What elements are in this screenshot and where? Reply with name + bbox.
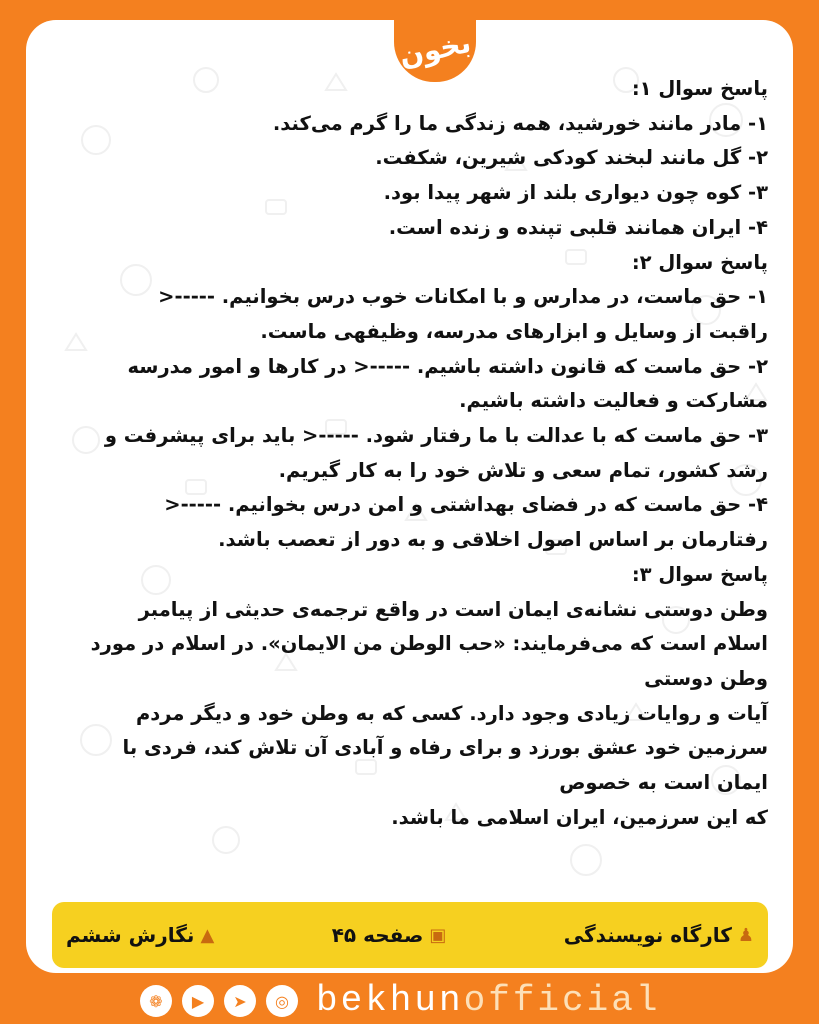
text-line: مشارکت و فعالیت داشته باشیم. [459,389,768,413]
text-line: ۴- ایران همانند قلبی تپنده و زنده است. [388,215,768,239]
text-line: ایمان است به خصوص [559,771,768,795]
brand-handle[interactable] [316,980,660,1022]
heading-q1: پاسخ سوال ۱: [631,77,768,100]
footer-page [332,923,447,947]
content-card [26,20,793,973]
brand-logo-text: بخون [396,25,474,73]
handle-suffix: official [463,980,661,1021]
answer-text [52,72,768,835]
handle-main: bekhun [316,980,464,1021]
text-line: که این سرزمین، ایران اسلامی ما باشد. [391,805,768,829]
social-bar [140,980,660,1022]
text-line: ۳- حق ماست که با عدالت با ما رفتار شود. -----< باید برای پیشرفت و [104,424,768,448]
text-line: سرزمین خود عشق بورزد و برای رفاه و آبادی آن تلاش کند، فردی با [122,736,768,760]
footer-info-bar [52,902,768,968]
book-icon: ▣ [429,924,447,946]
youtube-icon[interactable]: ▶ [182,985,214,1017]
text-line: ۳- کوه چون دیواری بلند از شهر پیدا بود. [383,181,768,205]
text-line: وطن دوستی نشانه‌ی ایمان است در واقع ترجمه‌ی حدیثی از پیامبر [138,597,768,621]
text-line: ۴- حق ماست که در فضای بهداشتی و امن درس بخوانیم. -----< [164,493,768,517]
page-label: صفحه ۴۵ [331,923,424,947]
film-reel-icon[interactable]: ❁ [140,985,172,1017]
text-line: ۱- حق ماست، در مدارس و با امکانات خوب درس بخوانیم. -----< [158,285,768,309]
telegram-icon[interactable]: ➤ [224,985,256,1017]
text-line: وطن دوستی [644,666,768,690]
text-line: ۲- گل مانند لبخند کودکی شیرین، شکفت. [375,146,768,170]
text-line: رشد کشور، تمام سعی و تلاش خود را به کار گیریم. [278,458,768,482]
text-line: ۲- حق ماست که قانون داشته باشیم. -----< در کارها و امور مدرسه [127,354,768,378]
graduation-cap-icon: ▲ [200,924,215,946]
footer-grade [66,923,214,947]
heading-q3: پاسخ سوال ۳: [631,562,768,586]
person-icon: ♟ [737,924,754,946]
heading-q2: پاسخ سوال ۲: [631,250,768,274]
instagram-icon[interactable]: ◎ [266,985,298,1017]
workshop-label: کارگاه نویسندگی [563,923,732,947]
text-line: آیات و روایات زیادی وجود دارد. کسی که به وطن خود و دیگر مردم [135,701,768,725]
grade-label: نگارش ششم [66,923,195,947]
text-line: راقبت از وسایل و ابزارهای مدرسه، وظیفهی ماست. [260,319,768,343]
text-line: ۱- مادر مانند خورشید، همه زندگی ما را گرم می‌کند. [272,111,768,135]
text-line: رفتارمان بر اساس اصول اخلاقی و به دور از تعصب باشد. [218,528,768,552]
footer-workshop [564,923,754,947]
text-line: اسلام است که می‌فرمایند: «حب الوطن من الایمان». در اسلام در مورد [90,632,768,656]
